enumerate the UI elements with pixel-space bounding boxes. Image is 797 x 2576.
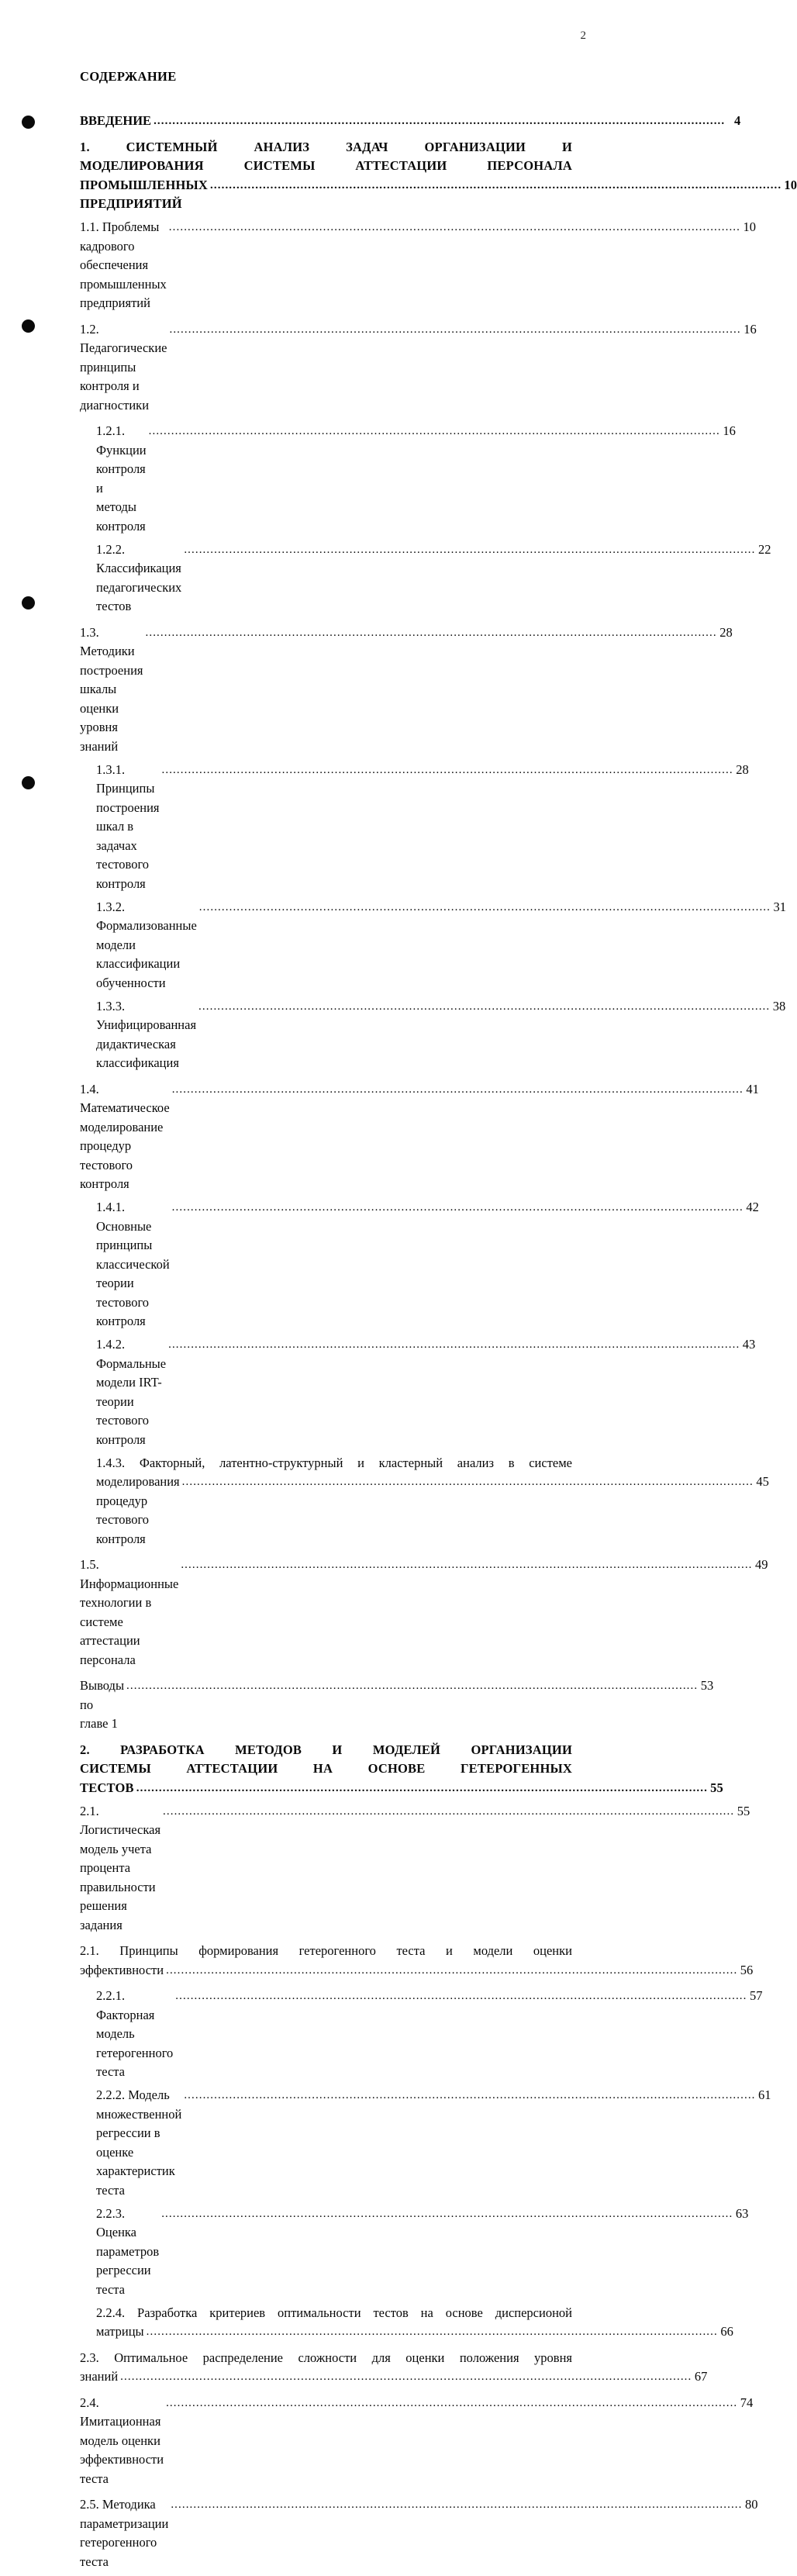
toc-entry-page: 16 — [723, 423, 736, 438]
toc-entry-label-line2: знаний — [80, 2369, 119, 2384]
toc-entry-page: 56 — [740, 1962, 754, 1977]
toc-entry-page: 53 — [700, 1678, 714, 1693]
toc-entry-label-line2: моделирования процедур тестового контроля — [96, 1474, 183, 1546]
toc-entry-page: 28 — [736, 761, 749, 777]
toc-entry-page: 10 — [784, 177, 797, 192]
toc-entry-2-5[interactable] — [80, 2495, 758, 2571]
dot-leader — [198, 998, 770, 1015]
toc-entry-1-2[interactable] — [80, 320, 757, 416]
toc-entry-page: 41 — [746, 1081, 759, 1096]
toc-entry-label: 1.5. Информационные технологии в системе аттестации персонала — [80, 1557, 182, 1667]
dot-leader — [136, 1780, 708, 1797]
toc-entry-page: 66 — [720, 2324, 733, 2339]
toc-entry-label: 1.2. Педагогические принципы контроля и диагностики — [80, 321, 171, 413]
toc-entry-label: 2.2.1. Факторная модель гетерогенного теста — [96, 1988, 177, 2079]
toc-entry-page: 55 — [737, 1803, 750, 1818]
toc-entry-page: 63 — [735, 2205, 749, 2221]
dot-leader — [166, 2395, 737, 2412]
toc-entry-1-1[interactable] — [80, 218, 756, 313]
table-of-contents — [80, 112, 797, 2576]
toc-entry-label-line1: 2. РАЗРАБОТКА МЕТОДОВ И МОДЕЛЕЙ ОРГАНИЗАЦИИ — [80, 1742, 572, 1757]
toc-entry-label: 1.3.2. Формализованные модели классификации обученности — [96, 899, 200, 990]
dot-leader — [182, 1473, 754, 1490]
toc-entry-page: 74 — [740, 2395, 754, 2410]
toc-entry-label-line2: СИСТЕМЫ АТТЕСТАЦИИ НА ОСНОВЕ ГЕТЕРОГЕННЫХ — [80, 1761, 572, 1776]
binding-punch-hole — [22, 776, 35, 789]
binding-punch-hole — [22, 596, 35, 609]
toc-entry-1-4[interactable] — [80, 1080, 759, 1194]
dot-leader — [172, 1081, 744, 1098]
toc-entry-page: 45 — [756, 1474, 769, 1489]
page-title: СОДЕРЖАНИЕ — [80, 69, 177, 84]
toc-entry-1-3-1[interactable] — [96, 761, 749, 894]
toc-entry-label: 1.2.2. Классификация педагогических тестов — [96, 541, 185, 613]
toc-entry-1-5[interactable] — [80, 1556, 768, 1670]
toc-entry-page: 61 — [758, 2087, 771, 2102]
toc-entry-2-2-1[interactable] — [96, 1987, 763, 2082]
toc-entry-1-2-1[interactable] — [96, 422, 736, 536]
toc-entry-2-2-2[interactable] — [96, 2086, 771, 2200]
dot-leader — [181, 1556, 752, 1573]
toc-entry-page: 49 — [755, 1557, 768, 1572]
dot-leader — [199, 899, 771, 916]
dot-leader — [146, 624, 717, 641]
toc-entry-label: 1.4.1. Основные принципы классической теории тестового контроля — [96, 1200, 173, 1328]
toc-entry-label: 1.4. Математическое моделирование процедур тестового контроля — [80, 1081, 173, 1191]
toc-entry-page: 43 — [742, 1337, 756, 1352]
toc-entry-label: 1.3. Методики построения шкалы оценки уровня знаний — [80, 624, 147, 754]
page-number: 2 — [580, 29, 586, 42]
binding-punch-hole — [22, 319, 35, 333]
toc-entry-2-2-4[interactable] — [96, 2304, 733, 2342]
toc-entry-page: 16 — [744, 321, 757, 337]
dot-leader — [184, 541, 755, 558]
toc-entry-2-1[interactable] — [80, 1802, 750, 1935]
toc-entry-page: 22 — [758, 541, 771, 557]
dot-leader — [169, 321, 740, 338]
toc-entry-chapter-1[interactable] — [80, 138, 797, 214]
dot-leader — [147, 2323, 718, 2340]
toc-entry-conclusions-1[interactable] — [80, 1676, 714, 1734]
toc-entry-2-2-3[interactable] — [96, 2205, 749, 2300]
toc-entry-label: Выводы по главе 1 — [80, 1678, 128, 1731]
dot-leader — [168, 1336, 740, 1353]
toc-entry-label-line2: эффективности — [80, 1962, 164, 1977]
toc-entry-intro[interactable] — [80, 112, 741, 131]
dot-leader — [169, 219, 740, 236]
toc-entry-label: 2.2.2. Модель множественной регрессии в оценке характеристик теста — [96, 2087, 185, 2198]
toc-entry-label-line1: 1. СИСТЕМНЫЙ АНАЛИЗ ЗАДАЧ ОРГАНИЗАЦИИ И — [80, 139, 572, 154]
toc-entry-1-2-2[interactable] — [96, 540, 771, 616]
toc-entry-1-3[interactable] — [80, 623, 733, 757]
dot-leader — [161, 2205, 733, 2222]
dot-leader — [172, 1199, 744, 1216]
dot-leader — [120, 2368, 692, 2385]
toc-entry-page: 10 — [743, 219, 756, 234]
dot-leader — [184, 2087, 755, 2104]
toc-entry-page: 57 — [750, 1988, 763, 2003]
toc-entry-label: 2.5. Методика параметризации гетерогенного теста — [80, 2497, 172, 2569]
toc-entry-page: 38 — [772, 998, 786, 1013]
toc-entry-label-line3: ТЕСТОВ — [80, 1780, 134, 1795]
toc-entry-1-3-3[interactable] — [96, 997, 786, 1073]
toc-entry-label: 1.3.1. Принципы построения шкал в задачах тестового контроля — [96, 761, 163, 891]
toc-entry-label-line1: 1.4.3. Факторный, латентно-структурный и кластерный анализ в системе — [96, 1455, 572, 1470]
toc-entry-label: 1.3.3. Унифицированная дидактическая классификация — [96, 998, 200, 1070]
dot-leader — [171, 2496, 742, 2513]
toc-entry-label: 2.1. Логистическая модель учета процента правильности решения задания — [80, 1803, 164, 1932]
toc-entry-label: 2.4. Имитационная модель оценки эффективности теста — [80, 2395, 167, 2486]
toc-entry-1-4-2[interactable] — [96, 1335, 756, 1449]
toc-entry-label-line2: матрицы — [96, 2324, 144, 2339]
dot-leader — [175, 1987, 747, 2005]
toc-entry-label-line2: МОДЕЛИРОВАНИЯ СИСТЕМЫ АТТЕСТАЦИИ ПЕРСОНАЛА — [80, 158, 572, 173]
toc-entry-label: 1.2.1. Функции контроля и методы контроля — [96, 423, 150, 534]
toc-entry-page: 42 — [746, 1200, 759, 1214]
toc-entry-page: 31 — [773, 899, 786, 914]
toc-entry-1-4-1[interactable] — [96, 1198, 759, 1331]
binding-punch-hole — [22, 116, 35, 129]
toc-entry-page: 4 — [734, 113, 741, 128]
toc-entry-1-3-2[interactable] — [96, 898, 786, 993]
toc-entry-label: 1.4.2. Формальные модели IRT-теории тестового контроля — [96, 1337, 170, 1447]
dot-leader — [126, 1677, 698, 1694]
toc-entry-chapter-2[interactable] — [80, 1741, 723, 1798]
dot-leader — [149, 423, 720, 440]
toc-entry-label-line1: 2.3. Оптимальное распределение сложности для оценки положения уровня — [80, 2350, 572, 2365]
toc-entry-label: ВВЕДЕНИЕ — [80, 113, 152, 128]
toc-entry-label-line1: 2.2.4. Разработка критериев оптимальности тестов на основе дисперсионой — [96, 2305, 572, 2320]
toc-entry-page: 55 — [710, 1780, 723, 1795]
toc-entry-2-1-principles[interactable] — [80, 1942, 754, 1980]
toc-entry-1-4-3[interactable] — [96, 1454, 769, 1549]
toc-entry-page: 28 — [719, 624, 733, 640]
toc-entry-2-3[interactable] — [80, 2349, 708, 2387]
toc-entry-label-line3: ПРОМЫШЛЕННЫХ ПРЕДПРИЯТИЙ — [80, 177, 212, 211]
dot-leader — [163, 1803, 734, 1820]
toc-entry-page: 80 — [745, 2497, 758, 2512]
dot-leader — [210, 177, 781, 194]
dot-leader — [154, 112, 725, 129]
toc-entry-2-4[interactable] — [80, 2394, 754, 2489]
toc-entry-label: 2.2.3. Оценка параметров регрессии теста — [96, 2205, 163, 2297]
toc-entry-label: 1.1. Проблемы кадрового обеспечения промышленных предприятий — [80, 219, 170, 310]
toc-entry-label-line1: 2.1. Принципы формирования гетерогенного теста и модели оценки — [80, 1943, 572, 1958]
dot-leader — [166, 1962, 737, 1979]
toc-entry-page: 67 — [694, 2369, 708, 2384]
dot-leader — [162, 761, 733, 779]
